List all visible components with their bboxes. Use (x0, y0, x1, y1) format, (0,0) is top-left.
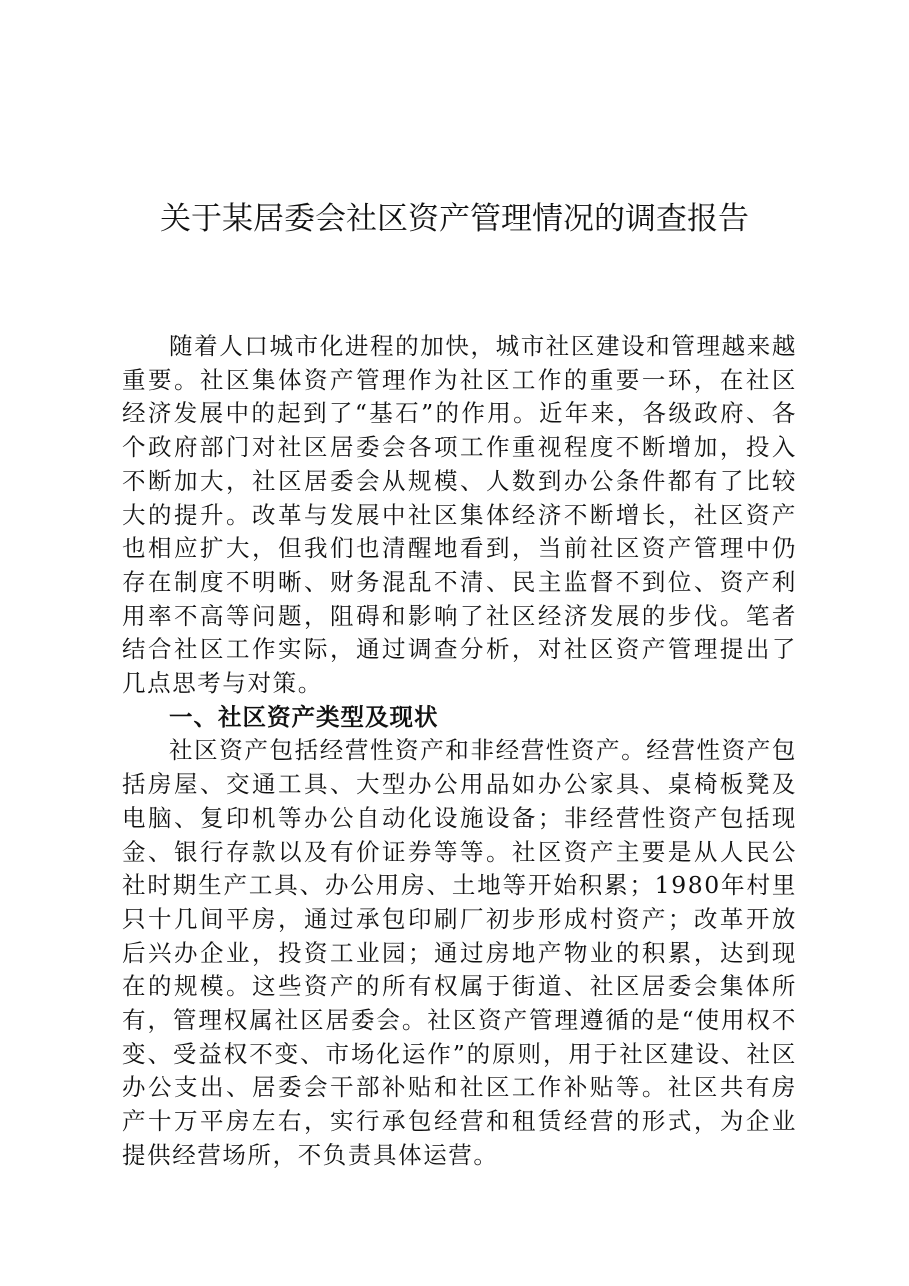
section-paragraph: 社区资产包括经营性资产和非经营性资产。经营性资产包括房屋、交通工具、大型办公用品如办公家具、桌椅板凳及电脑、复印机等办公自动化设施设备；非经营性资产包括现金、银行存款以及有价证券等等。社区资产主要是从人民公社时期生产工具、办公用房、土地等开始积累；1980年村里只十几间平房，通过承包印刷厂初步形成村资产；改革开放后兴办企业，投资工业园；通过房地产物业的积累，达到现在的规模。这些资产的所有权属于街道、社区居委会集体所有，管理权属社区居委会。社区资产管理遵循的是“使用权不变、受益权不变、市场化运作”的原则，用于社区建设、社区办公支出、居委会干部补贴和社区工作补贴等。社区共有房产十万平房左右，实行承包经营和租赁经营的形式，为企业提供经营场所，不负责具体运营。 (122, 736, 797, 1169)
document-body (122, 330, 797, 1173)
section-heading: 一、社区资产类型及现状 (169, 702, 439, 731)
document-title: 关于某居委会社区资产管理情况的调查报告 (160, 201, 749, 237)
intro-paragraph: 随着人口城市化进程的加快，城市社区建设和管理越来越重要。社区集体资产管理作为社区工作的重要一环，在社区经济发展中的起到了“基石”的作用。近年来，各级政府、各个政府部门对社区居委会各项工作重视程度不断增加，投入不断加大，社区居委会从规模、人数到办公条件都有了比较大的提升。改革与发展中社区集体经济不断增长，社区资产也相应扩大，但我们也清醒地看到，当前社区资产管理中仍存在制度不明晰、财务混乱不清、民主监督不到位、资产利用率不高等问题，阻碍和影响了社区经济发展的步伐。笔者结合社区工作实际，通过调查分析，对社区资产管理提出了几点思考与对策。 (122, 332, 797, 698)
